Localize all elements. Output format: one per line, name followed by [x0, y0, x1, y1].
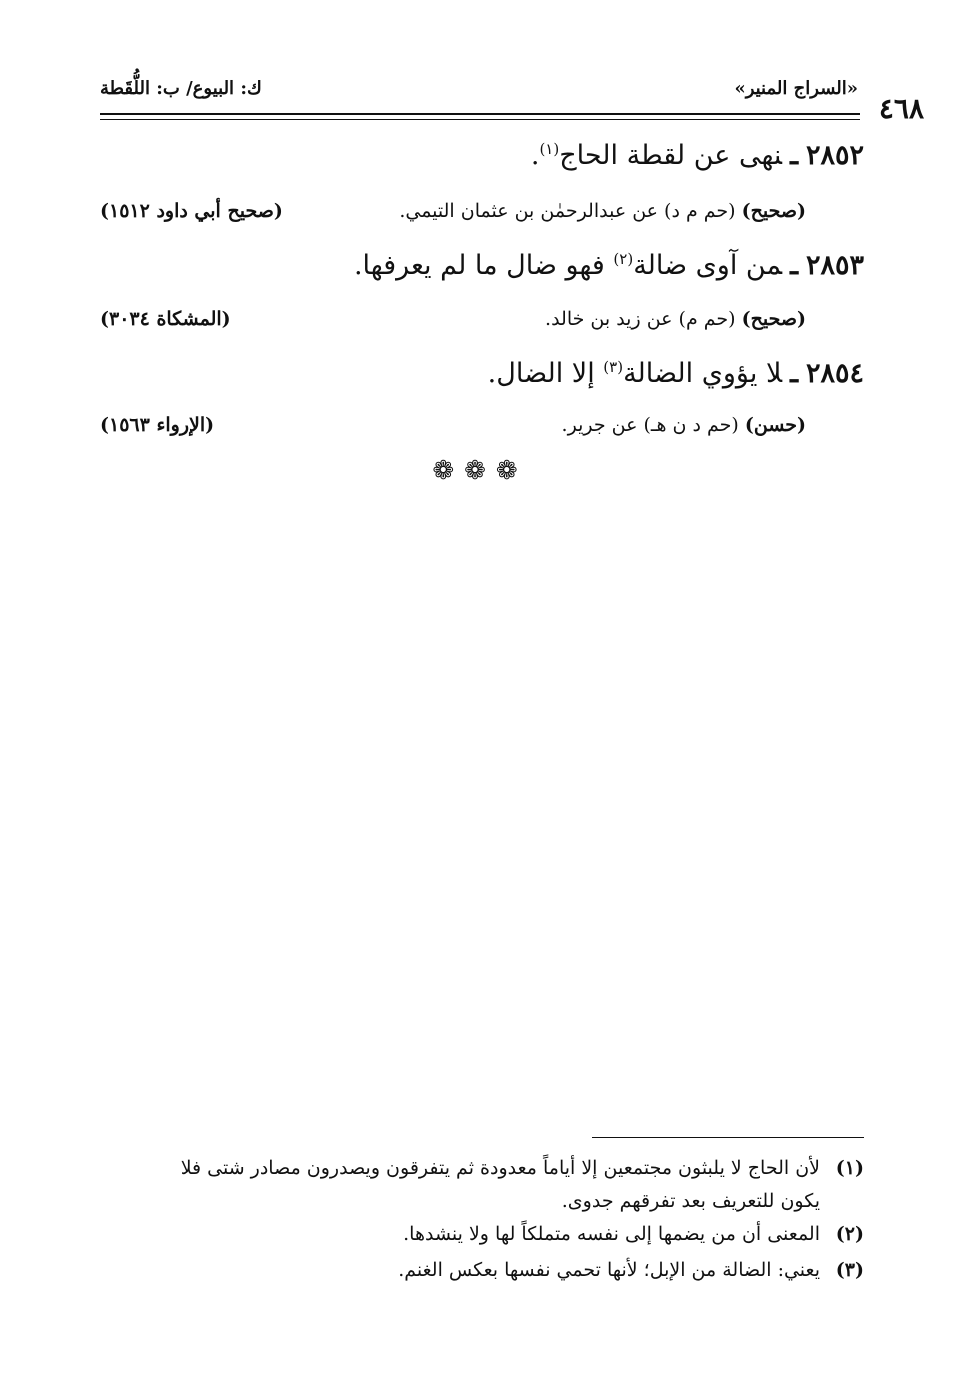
hadith-reference: (المشكاة ٣٠٣٤) — [100, 308, 231, 330]
hadith-dash: ـ — [790, 250, 798, 281]
hadith-text-end: إلا الضال. — [487, 358, 604, 389]
footnote-text: لأن الحاج لا يلبثون مجتمعين إلا أياماً معدودة ثم يتفرقون ويصدرون مصادر شتى فلا — [180, 1157, 820, 1179]
grade-label: (حسن) — [744, 414, 806, 436]
footnote-text: المعنى أن من يضمها إلى نفسه متملكاً لها ولا ينشدها. — [403, 1223, 820, 1245]
hadith-number: ٢٨٥٤ — [805, 358, 864, 389]
hadith-2852 — [531, 142, 864, 169]
footnote-rule — [592, 1137, 864, 1138]
hadith-text: لا يؤوي الضالة — [623, 358, 783, 389]
hadith-grade-line — [562, 416, 806, 435]
hadith-text: من آوى ضالة — [633, 250, 783, 281]
footnote-2 — [100, 1218, 864, 1251]
grade-label: (صحيح) — [741, 200, 806, 222]
hadith-reference: (الإرواء ١٥٦٣) — [100, 414, 215, 436]
footnote-marker: (٣) — [835, 1259, 864, 1281]
hadith-grade-line — [399, 202, 806, 221]
footnote-ref[interactable]: (١) — [539, 140, 560, 158]
footnote-ref[interactable]: (٢) — [613, 250, 634, 268]
grade-sources: (حم م) عن زيد بن خالد. — [545, 308, 736, 330]
footnote-line — [100, 1254, 864, 1287]
hadith-number: ٢٨٥٣ — [805, 250, 864, 281]
hadith-2853 — [354, 252, 864, 279]
footnote-marker: (٢) — [835, 1223, 864, 1245]
footnote-line — [100, 1152, 864, 1185]
footnote-text-continued: يكون للتعريف بعد تفرقهم جدوى. — [561, 1190, 820, 1212]
header-rule-thin — [100, 119, 860, 120]
footnote-ref[interactable]: (٣) — [603, 358, 624, 376]
hadith-dash: ـ — [790, 140, 798, 171]
hadith-text: نهى عن لقطة الحاج — [559, 140, 783, 171]
footnote-line — [100, 1218, 864, 1251]
page-number: ٤٦٨ — [878, 92, 924, 125]
footnote-3 — [100, 1254, 864, 1287]
grade-label: (صحيح) — [741, 308, 806, 330]
ornament-separator: ❁❁❁ — [432, 456, 528, 486]
hadith-number: ٢٨٥٢ — [805, 140, 864, 171]
grade-sources: (حم م د) عن عبدالرحمٰن بن عثمان التيمي. — [399, 200, 736, 222]
grade-sources: (حم د ن هـ) عن جرير. — [561, 414, 739, 436]
footnote-text: يعني: الضالة من الإبل؛ لأنها تحمي نفسها بعكس الغنم. — [398, 1259, 820, 1281]
hadith-reference: (صحيح أبي داود ١٥١٢) — [100, 200, 283, 222]
hadith-2854 — [488, 360, 864, 387]
hadith-grade-line — [545, 310, 806, 329]
hadith-text-end: . — [530, 140, 540, 171]
running-title: «السراج المنير» — [734, 78, 858, 99]
hadith-text-end: فهو ضال ما لم يعرفها. — [353, 250, 614, 281]
footnote-1 — [100, 1152, 864, 1218]
hadith-dash: ـ — [790, 358, 798, 389]
section-title: ك: البيوع/ ب: اللُّقَطة — [100, 78, 262, 99]
header-rule — [100, 113, 860, 115]
footnote-marker: (١) — [835, 1157, 864, 1179]
